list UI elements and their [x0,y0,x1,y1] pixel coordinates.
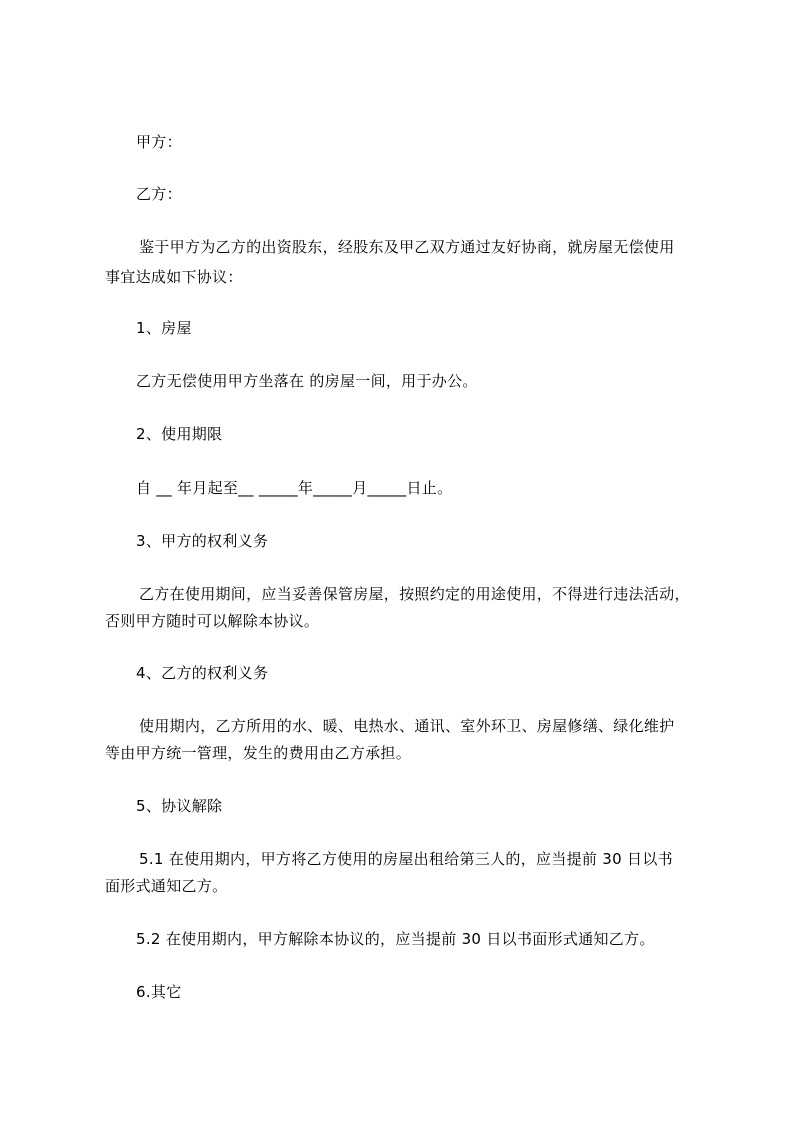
section-4-text-line-1: 使用期内，乙方所用的水、暖、电热水、通讯、室外环卫、房屋修缮、绿化维护 [139,717,675,735]
section-2-heading: 2、使用期限 [136,425,223,443]
section-5-clause-2: 5.2 在使用期内，甲方解除本协议的，应当提前 30 日以书面形式通知乙方。 [136,930,655,948]
section-3-text-line-1: 乙方在使用期间，应当妥善保管房屋，按照约定的用途使用，不得进行违法活动， [139,585,690,603]
section-4-heading: 4、乙方的权利义务 [136,664,269,682]
intro-paragraph-line-2: 事宜达成如下协议： [105,268,243,286]
section-2-text: 自 __ 年月起至__ _____年_____月_____日止。 [136,479,453,497]
section-1-heading: 1、房屋 [136,319,192,337]
section-3-text-line-2: 否则甲方随时可以解除本协议。 [105,612,320,630]
section-5-clause-1-line-1: 5.1 在使用期内，甲方将乙方使用的房屋出租给第三人的，应当提前 30 日以书 [139,850,673,868]
section-6-heading: 6.其它 [136,983,182,1001]
section-1-text: 乙方无偿使用甲方坐落在 的房屋一间，用于办公。 [136,372,478,390]
section-5-heading: 5、协议解除 [136,797,223,815]
party-a-label: 甲方： [136,133,182,151]
section-5-clause-1-line-2: 面形式通知乙方。 [105,877,228,895]
intro-paragraph-line-1: 鉴于甲方为乙方的出资股东，经股东及甲乙双方通过友好协商，就房屋无偿使用 [139,238,675,256]
party-b-label: 乙方： [136,185,182,203]
section-3-heading: 3、甲方的权利义务 [136,532,269,550]
section-4-text-line-2: 等由甲方统一管理，发生的费用由乙方承担。 [105,744,412,762]
